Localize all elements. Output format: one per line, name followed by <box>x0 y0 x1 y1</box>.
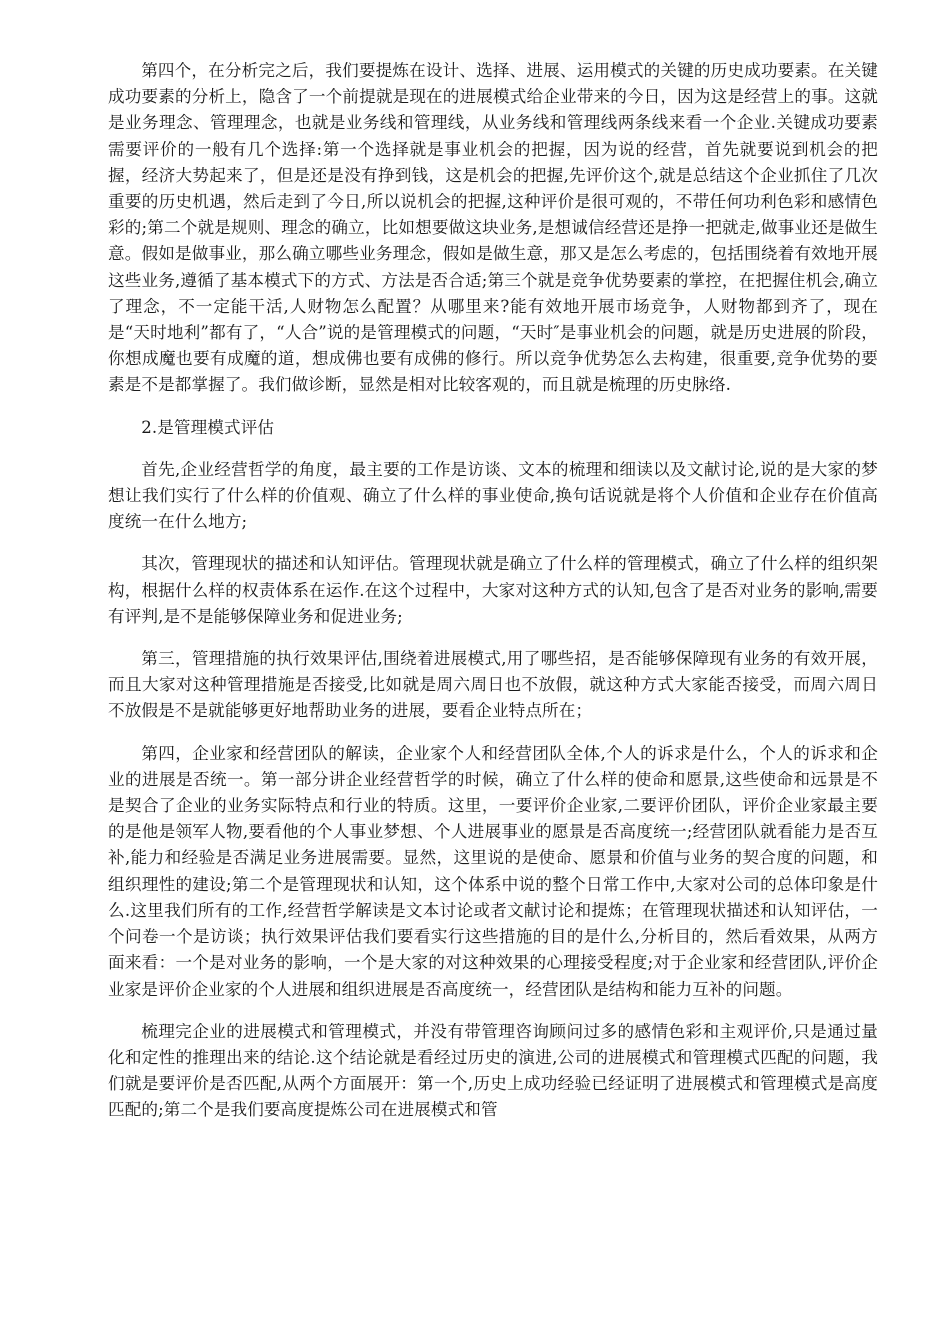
paragraph-gap <box>108 725 878 741</box>
paragraph-key-success-factors: 第四个，在分析完之后，我们要提炼在设计、选择、进展、运用模式的关键的历史成功要素。在关键成功要素的分析上，隐含了一个前提就是现在的进展模式给企业带来的今日，因为这是经营上的事。这就是业务理念、管理理念，也就是业务线和管理线，从业务线和管理线两条线来看一个企业.关键成功要素需要评价的一般有几个选择:第一个选择就是事业机会的把握，因为说的经营，首先就要说到机会的把握，经济大势起来了，但是还是没有挣到钱，这是机会的把握,先评价这个,就是总结这个企业抓住了几次重要的历史机遇，然后走到了今日,所以说机会的把握,这种评价是很可观的，不带任何功利色彩和感情色彩的;第二个就是规则、理念的确立，比如想要做这块业务,是想诚信经营还是挣一把就走,做事业还是做生意。假如是做事业，那么确立哪些业务理念，假如是做生意，那又是怎么考虑的，包括围绕着有效地开展这些业务,遵循了基本模式下的方式、方法是否合适;第三个就是竞争优势要素的掌控，在把握住机会,确立了理念，不一定能干活,人财物怎么配置？从哪里来?能有效地开展市场竞争，人财物都到齐了，现在是“天时地利”都有了，“人合”说的是管理模式的问题，“天时″是事业机会的问题，就是历史进展的阶段，你想成魔也要有成魔的道，想成佛也要有成佛的修行。所以竞争优势怎么去构建，很重要,竞争优势的要素是不是都掌握了。我们做诊断，显然是相对比较客观的，而且就是梳理的历史脉络. <box>108 61 878 395</box>
paragraph-second-status: 其次，管理现状的描述和认知评估。管理现状就是确立了什么样的管理模式，确立了什么样的组织架构，根据什么样的权责体系在运作.在这个过程中，大家对这种方式的认知,包含了是否对业务的影响,需要有评判,是不是能够保障业务和促进业务; <box>108 554 878 626</box>
paragraph-gap <box>108 399 878 415</box>
paragraph-first-philosophy: 首先,企业经营哲学的角度，最主要的工作是访谈、文本的梳理和细读以及文献讨论,说的是大家的梦想让我们实行了什么样的价值观、确立了什么样的事业使命,换句话说就是将个人价值和企业存在价值高度统一在什么地方; <box>108 459 878 532</box>
paragraph-gap <box>108 441 878 457</box>
paragraph-summary-matching: 梳理完企业的进展模式和管理模式，并没有带管理咨询顾问过多的感情色彩和主观评价,只是通过量化和定性的推理出来的结论.这个结论就是看经过历史的演进,公司的进展模式和管理模式匹配的问题，我们就是要评价是否匹配,从两个方面展开：第一个,历史上成功经验已经证明了进展模式和管理模式是高度匹配的;第二个是我们要高度提炼公司在进展模式和管 <box>108 1021 878 1120</box>
paragraph-gap <box>108 535 878 551</box>
paragraph-third-measures: 第三，管理措施的执行效果评估,围绕着进展模式,用了哪些招，是否能够保障现有业务的有效开展，而且大家对这种管理措施是否接受,比如就是周六周日也不放假，就这种方式大家能否接受，而周六周日不放假是不是就能够更好地帮助业务的进展，要看企业特点所在； <box>108 649 878 721</box>
paragraph-fourth-entrepreneur: 第四，企业家和经营团队的解读，企业家个人和经营团队全体,个人的诉求是什么，个人的诉求和企业的进展是否统一。第一部分讲企业经营哲学的时候，确立了什么样的使命和愿景,这些使命和远景是不是契合了企业的业务实际特点和行业的特质。这里，一要评价企业家,二要评价团队，评价企业家最主要的是他是领军人物,要看他的个人事业梦想、个人进展事业的愿景是否高度统一;经营团队就看能力是否互补,能力和经验是否满足业务进展需要。显然，这里说的是使命、愿景和价值与业务的契合度的问题，和组织理性的建设;第二个是管理现状和认知，这个体系中说的整个日常工作中,大家对公司的总体印象是什么.这里我们所有的工作,经营哲学解读是文本讨论或者文献讨论和提炼；在管理现状描述和认知评估，一个问卷一个是访谈；执行效果评估我们要看实行这些措施的目的是什么,分析目的，然后看效果，从两方面来看：一个是对业务的影响，一个是大家的对这种效果的心理接受程度;对于企业家和经营团队,评价企业家是评价企业家的个人进展和组织进展是否高度统一，经营团队是结构和能力互补的问题。 <box>108 743 878 999</box>
paragraph-gap <box>108 630 878 646</box>
section-heading-management-mode: 2.是管理模式评估 <box>141 417 275 437</box>
paragraph-gap <box>108 1003 878 1019</box>
document-page <box>108 58 878 1124</box>
